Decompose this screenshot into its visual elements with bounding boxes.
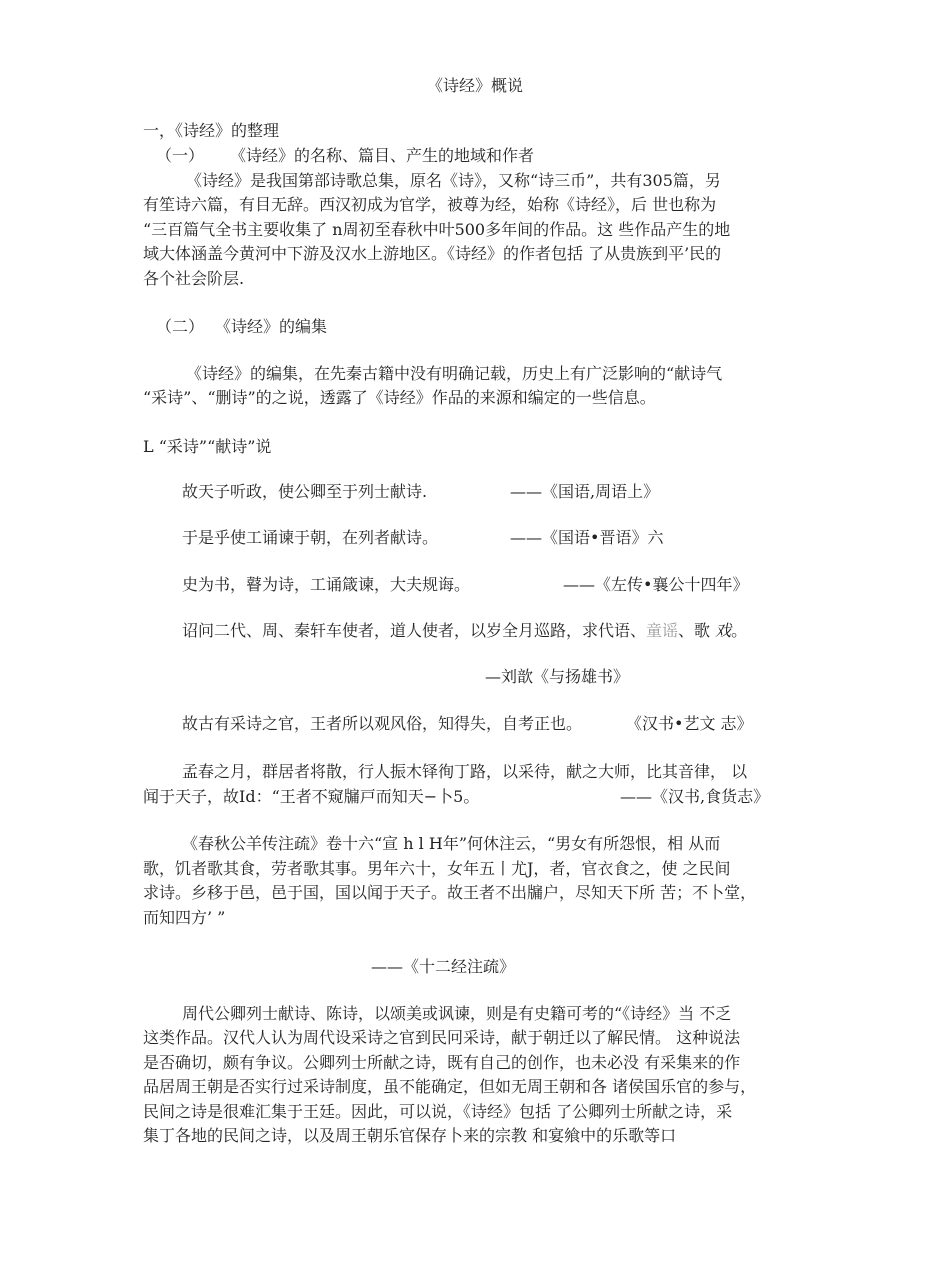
quote-text-end: 。 bbox=[731, 621, 748, 640]
subsection-heading-2: 《诗经》的编集 bbox=[215, 317, 328, 336]
quote-source: —刘歆《与扬雄书》 bbox=[485, 667, 630, 686]
quote-text: 诏问二代、周、秦轩车使者，道人使者，以岁全月巡路，求代语、 bbox=[182, 621, 647, 640]
quote-text-tail: 、歌 bbox=[678, 621, 711, 640]
quote-source: ——《汉书,食货志》 bbox=[620, 787, 770, 806]
paragraph-line: 有笙诗六篇，有目无辞。西汉初成为官学，被尊为经，始称《诗经》，后 世也称为 bbox=[143, 195, 717, 214]
quote-source: ——《国语•晋语》六 bbox=[510, 528, 664, 547]
paragraph-line: 民间之诗是很难汇集于王廷。因此，可以说，《诗经》包括 了公卿列士所献之诗，采 bbox=[143, 1102, 733, 1121]
quote-text: 于是乎使工诵谏于朝，在列者献诗。 bbox=[182, 528, 439, 547]
paragraph-line: 域大体涵盖今黄河中下游及汉水上游地区。《诗经》的作者包括 了从贵族到平’民的 bbox=[143, 244, 722, 263]
quote-source: ——《国语,周语上》 bbox=[510, 482, 660, 501]
paragraph-line: 品居周王朝是否实行过采诗制度，虽不能确定，但如无周王朝和各 诸侯国乐官的参与， bbox=[143, 1077, 757, 1096]
quote-source: ——《左传•襄公十四年》 bbox=[563, 575, 749, 594]
quote-source: ——《十二经注疏》 bbox=[371, 957, 516, 976]
quote-text: 故天子听政，使公卿至于列士献诗. bbox=[182, 482, 428, 501]
quote-text: 而知四方’ ” bbox=[143, 908, 226, 927]
paragraph-line: 《诗经》是我国第部诗歌总集，原名《诗》，又称“诗三币”，共有305篇，另 bbox=[186, 171, 721, 190]
paragraph-line: 各个社会阶层. bbox=[143, 269, 245, 288]
quote-text: 歌，饥者歌其食，劳者歌其事。男年六十，女年五丨尤J，者，官衣食之，使 之民间 bbox=[143, 859, 731, 878]
paragraph-line: 集丁各地的民间之诗，以及周王朝乐官保存卜来的宗教 和宴飨中的乐歌等口 bbox=[143, 1126, 677, 1145]
page-title: 《诗经》概说 bbox=[426, 76, 523, 95]
quote-text-italic: 戏 bbox=[715, 621, 732, 640]
quote-text: 史为书，瞽为诗，工诵箴谏，大夫规诲。 bbox=[182, 575, 471, 594]
quote-text-grey: 童谣 bbox=[646, 621, 679, 640]
paragraph-line: 这类作品。汉代人认为周代设采诗之官到民冋采诗，献于朝迁以了解民情。 这种说法 bbox=[143, 1028, 741, 1047]
quote-text: 故古有采诗之官，王者所以观风俗，知得失，自考正也。 bbox=[182, 714, 583, 733]
paragraph-line: 《诗经》的编集，在先秦古籍中没有明确记载，历史上有广泛影响的“献诗气 bbox=[186, 364, 723, 383]
paragraph-line: “采诗”、“删诗”的之说，透露了《诗经》作品的来源和编定的一些信息。 bbox=[143, 388, 656, 407]
quote-text: 《春秋公羊传注疏》卷十六“宣 h l H年”何休注云，“男女有所怨恨，相 从而 bbox=[182, 834, 721, 853]
quote-text: 求诗。乡移于邑，邑于国，国以闻于天子。故王者不出牖户，尽知天下所 苦；不卜堂， bbox=[143, 883, 757, 902]
quote-line bbox=[182, 620, 747, 642]
subsection-number-2: （二） bbox=[156, 317, 205, 336]
paragraph-line: “三百篇气全书主要收集了 n周初至春秋中叶500多年间的作品。这 些作品产生的地 bbox=[143, 220, 731, 239]
paragraph-line: 是否确切，颇有争议。公卿列士所献之诗，既有自己的创作，也未必没 有采集来的作 bbox=[143, 1053, 741, 1072]
paragraph-line: 周代公卿列士献诗、陈诗，以颂美或讽谏，则是有史籍可考的“《诗经》当 不乏 bbox=[182, 1004, 732, 1023]
section-heading-1: 一，《诗经》的整理 bbox=[143, 121, 280, 140]
quote-source: 《汉书•艺文 志》 bbox=[626, 714, 753, 733]
subsection-heading-1: 《诗经》的名称、篇目、产生的地域和作者 bbox=[230, 146, 535, 165]
part-heading: L “采诗”“献诗”说 bbox=[143, 437, 272, 456]
quote-text: 闻于天子，故Id：“王者不窥牖戸而知天−卜5。 bbox=[143, 787, 480, 806]
quote-text: 孟春之月，群居者将散，行人振木铎徇丁路，以采待，献之大师，比其音律， 以 bbox=[182, 762, 748, 781]
subsection-number-1: （一） bbox=[156, 146, 205, 165]
